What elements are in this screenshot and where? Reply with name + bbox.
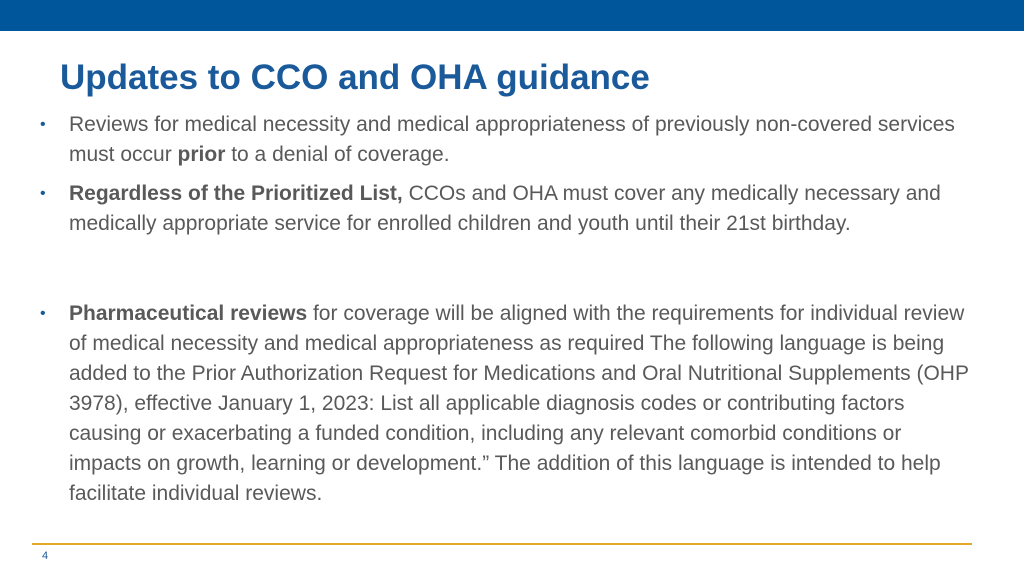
bullet-item-3: [40, 299, 974, 509]
bullet-text: CCOs and OHA must cover any medically necessary and medically appropriate service for enrolled children and youth until their 21st birthday.: [69, 182, 941, 235]
bullet-bold-text: Regardless of the Prioritized List,: [69, 182, 403, 205]
page-number: 4: [42, 550, 49, 562]
header-bar: [0, 0, 1024, 31]
slide-title: Updates to CCO and OHA guidance: [60, 58, 650, 97]
bullet-item-1: [40, 110, 974, 170]
bullet-bold-text: prior: [177, 143, 226, 166]
bullet-dot: •: [40, 116, 46, 133]
bullet-item-2: [40, 179, 974, 239]
bullet-bold-text: Pharmaceutical reviews: [69, 302, 308, 325]
bullet-text: for coverage will be aligned with the requirements for individual review of medical necessity and medical appropriateness as required The following language is being added to the Prior Authorization Request for Medications and Oral Nutritional Supplements (OHP 3978), effective January 1, 2023: List all applicable diagnosis codes or contributing factors causing or exacerbating a funded condition, including any relevant comorbid conditions or impacts on growth, learning or development.” The addition of this language is intended to help facilitate individual reviews.: [69, 302, 969, 505]
bullet-text: to a denial of coverage.: [225, 143, 450, 166]
bullet-dot: •: [40, 185, 46, 202]
bullet-text: Reviews for medical necessity and medical appropriateness of previously non-covered services must occur: [69, 113, 955, 166]
bullet-dot: •: [40, 305, 46, 322]
footer-divider: [32, 543, 972, 545]
